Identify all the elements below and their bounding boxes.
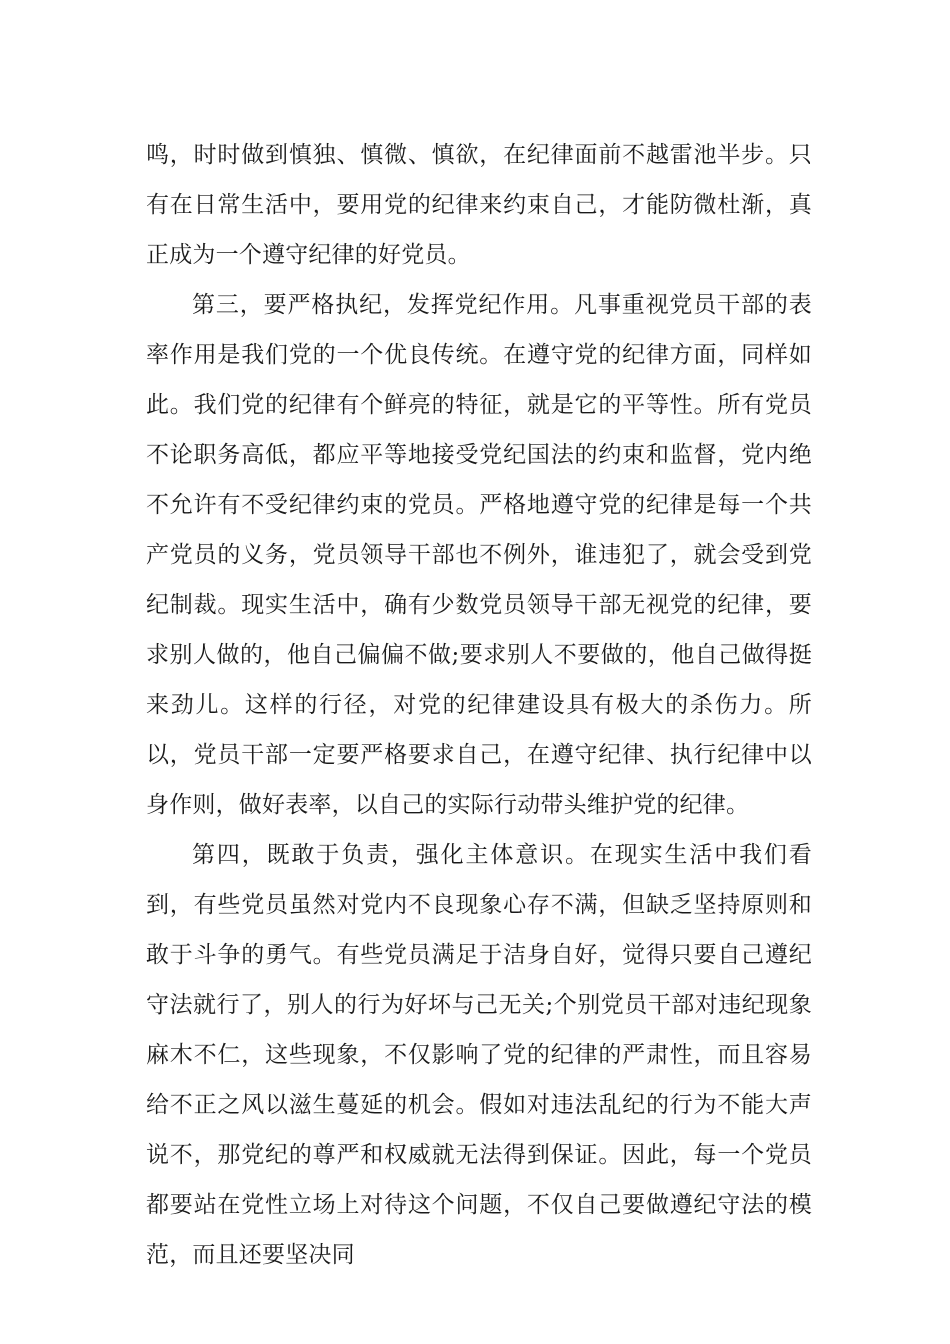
document-body xyxy=(146,130,812,1280)
paragraph-continuation: 鸣，时时做到慎独、慎微、慎欲，在纪律面前不越雷池半步。只有在日常生活中，要用党的纪律来约束自己，才能防微杜渐，真正成为一个遵守纪律的好党员。 xyxy=(146,142,812,268)
paragraph-fourth-point: 第四，既敢于负责，强化主体意识。在现实生活中我们看到，有些党员虽然对党内不良现象心存不满，但缺乏坚持原则和敢于斗争的勇气。有些党员满足于洁身自好，觉得只要自己遵纪守法就行了，别人的行为好坏与己无关;个别党员干部对违纪现象麻木不仁，这些现象，不仅影响了党的纪律的严肃性，而且容易给不正之风以滋生蔓延的机会。假如对违法乱纪的行为不能大声说不，那党纪的尊严和权威就无法得到保证。因此，每一个党员都要站在党性立场上对待这个问题，不仅自己要做遵纪守法的模范，而且还要坚决同 xyxy=(146,842,812,1268)
paragraph-third-point: 第三，要严格执纪，发挥党纪作用。凡事重视党员干部的表率作用是我们党的一个优良传统。在遵守党的纪律方面，同样如此。我们党的纪律有个鲜亮的特征，就是它的平等性。所有党员不论职务高低，都应平等地接受党纪国法的约束和监督，党内绝不允许有不受纪律约束的党员。严格地遵守党的纪律是每一个共产党员的义务，党员领导干部也不例外，谁违犯了，就会受到党纪制裁。现实生活中，确有少数党员领导干部无视党的纪律，要求别人做的，他自己偏偏不做;要求别人不要做的，他自己做得挺来劲儿。这样的行径，对党的纪律建设具有极大的杀伤力。所以，党员干部一定要严格要求自己，在遵守纪律、执行纪律中以身作则，做好表率，以自己的实际行动带头维护党的纪律。 xyxy=(146,292,812,818)
